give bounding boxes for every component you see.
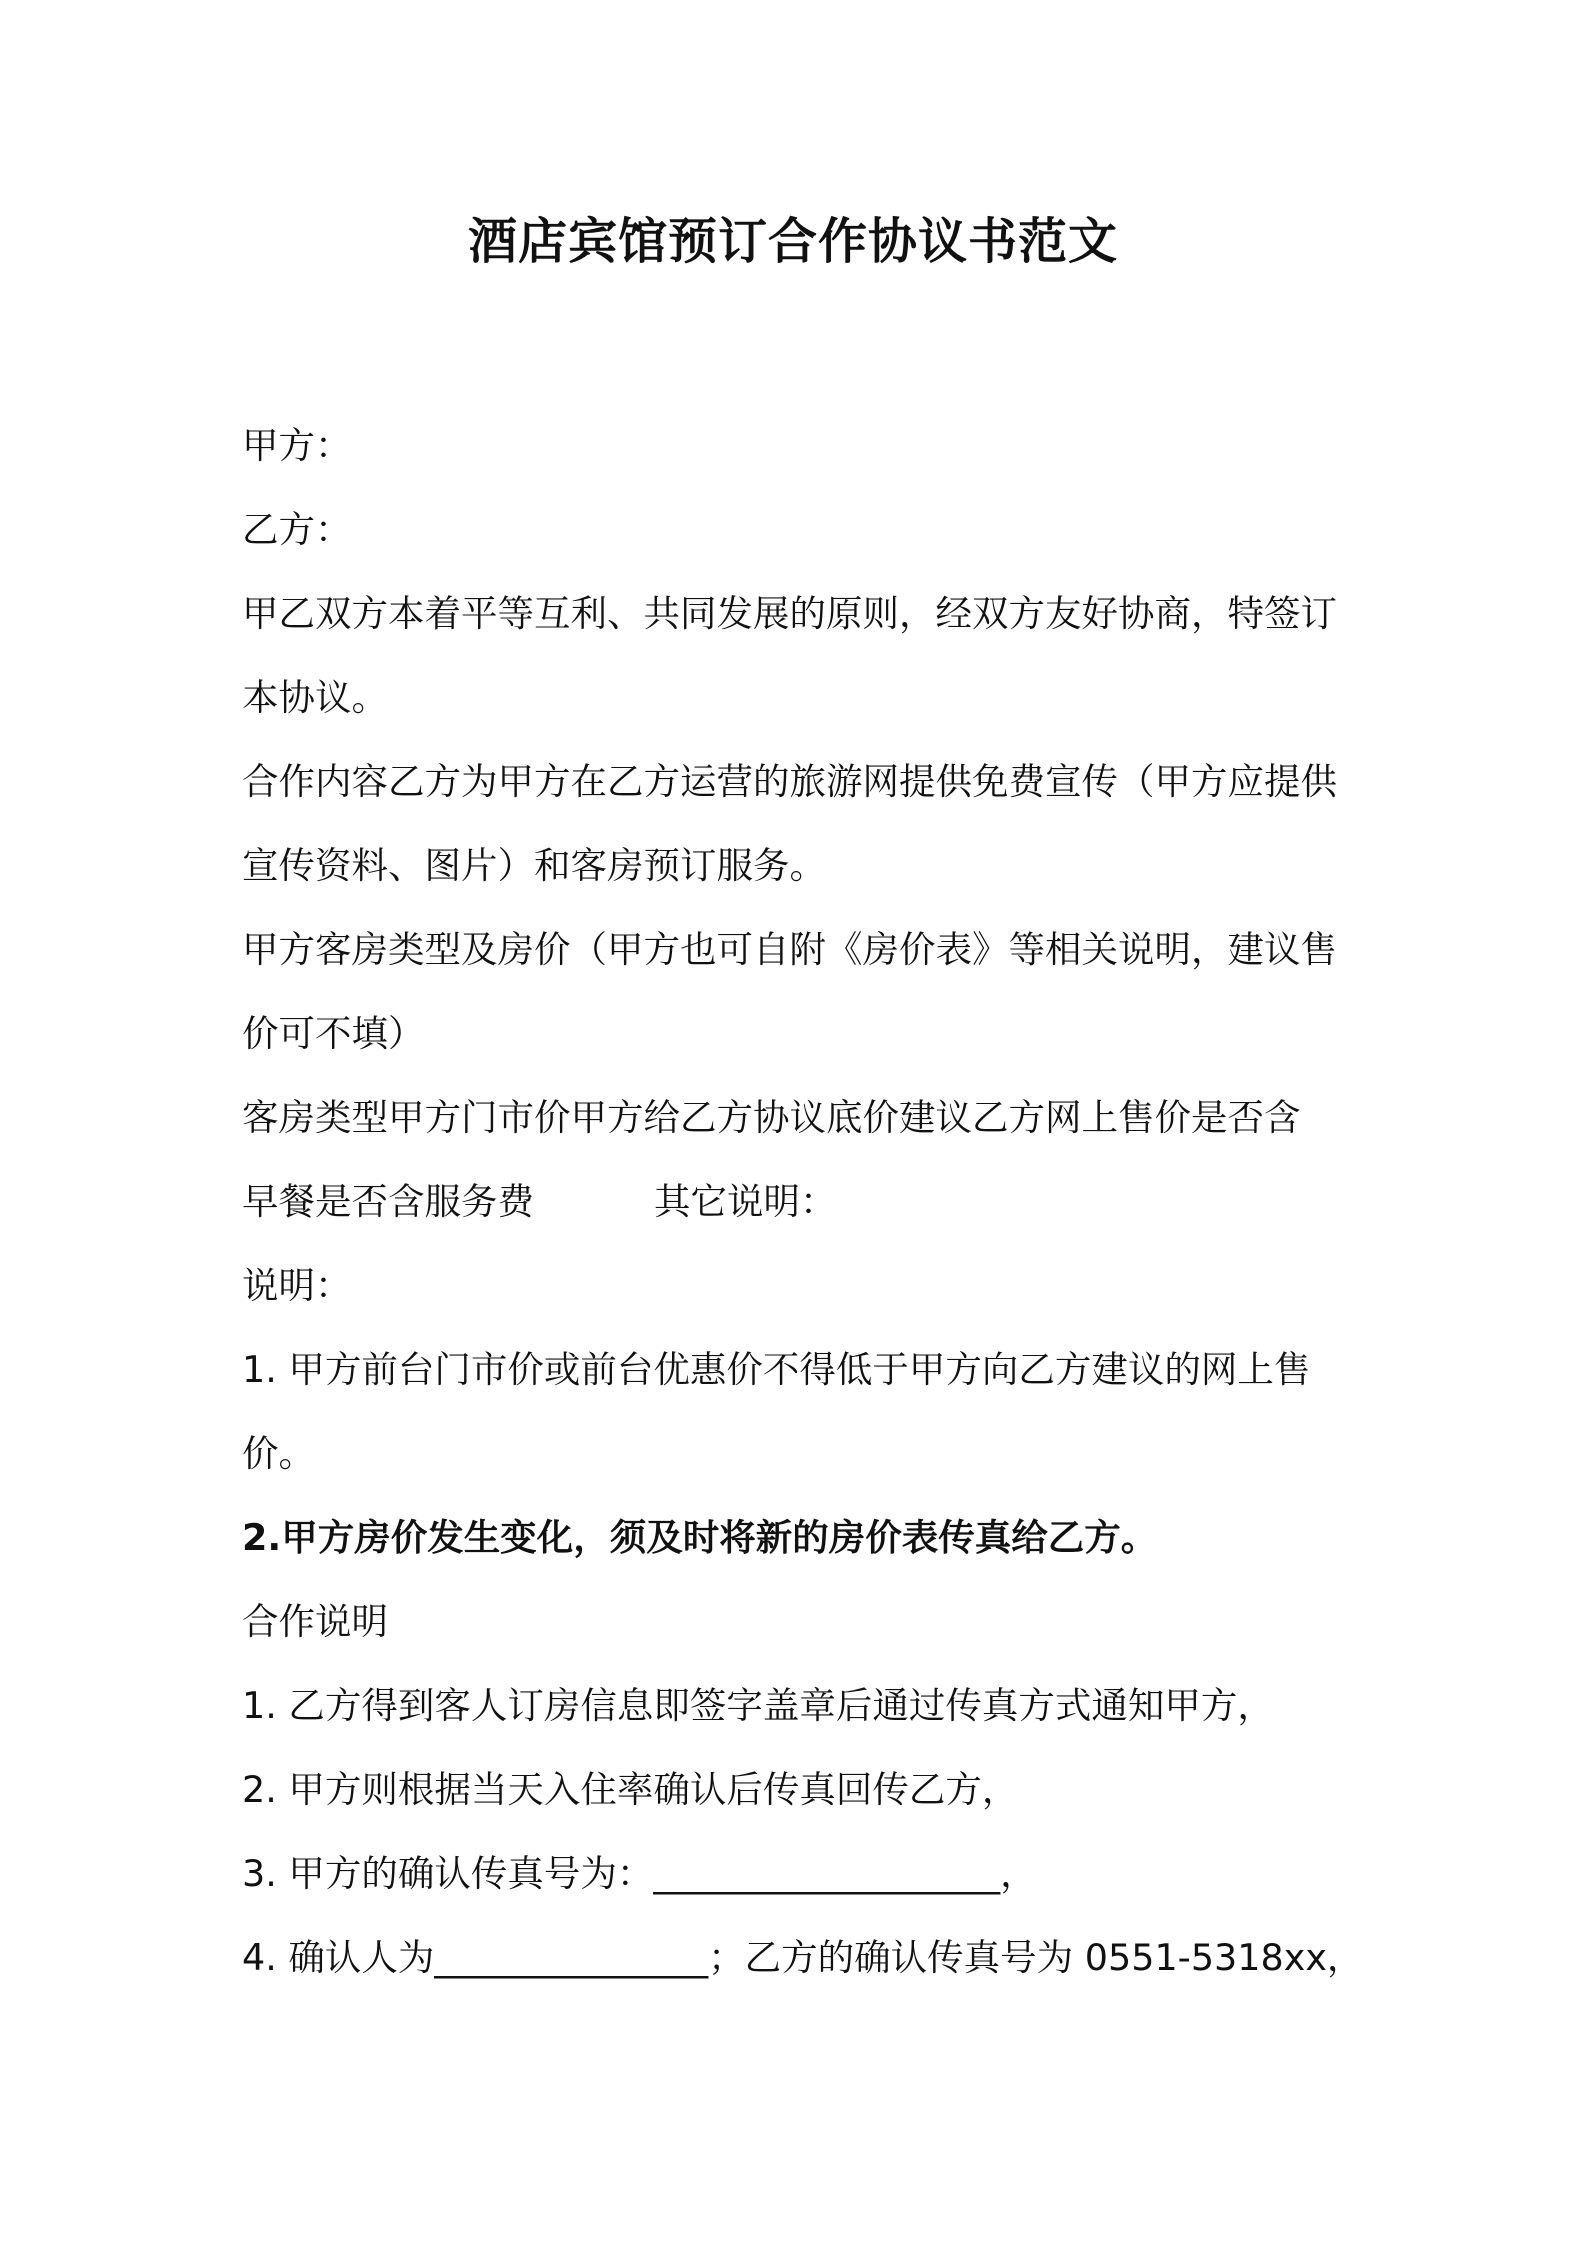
room-table-header-line xyxy=(242,1160,1362,1244)
note-item: 1. 甲方前台门市价或前台优惠价不得低于甲方向乙方建议的网上售 xyxy=(242,1348,1311,1391)
notes-heading: 说明： xyxy=(242,1264,352,1307)
cooperation-note-item: 3. 甲方的确认传真号为：___________________， xyxy=(242,1852,1037,1895)
cooperation-content-line: 宣传资料、图片）和客房预订服务。 xyxy=(242,844,826,887)
note-item: 2.甲方房价发生变化，须及时将新的房价表传真给乙方。 xyxy=(242,1516,1158,1559)
room-price-line: 甲方客房类型及房价（甲方也可自附《房价表》等相关说明，建议售 xyxy=(242,928,1337,971)
cooperation-notes-heading: 合作说明 xyxy=(242,1600,388,1643)
room-price-line: 价可不填） xyxy=(242,1012,425,1055)
cooperation-note-item: 2. 甲方则根据当天入住率确认后传真回传乙方， xyxy=(242,1768,1019,1811)
cooperation-content-line: 合作内容乙方为甲方在乙方运营的旅游网提供免费宣传（甲方应提供 xyxy=(242,760,1337,803)
preamble-line: 甲乙双方本着平等互利、共同发展的原则，经双方友好协商，特签订 xyxy=(242,592,1337,635)
document-body xyxy=(242,404,1362,2000)
preamble-line: 本协议。 xyxy=(242,676,388,719)
note-item: 价。 xyxy=(242,1432,315,1475)
document-title: 酒店宾馆预订合作协议书范文 xyxy=(467,213,1118,270)
cooperation-note-item: 1. 乙方得到客人订房信息即签字盖章后通过传真方式通知甲方， xyxy=(242,1684,1274,1727)
cooperation-note-item: 4. 确认人为_______________；乙方的确认传真号为 0551-5318xx， xyxy=(242,1936,1364,1979)
room-table-header-line: 客房类型甲方门市价甲方给乙方协议底价建议乙方网上售价是否含 xyxy=(242,1096,1301,1139)
party-b-line: 乙方： xyxy=(242,508,352,551)
other-notes-label: 其它说明： xyxy=(654,1180,837,1223)
room-table-header-fragment: 早餐是否含服务费 xyxy=(242,1180,534,1223)
party-a-line: 甲方： xyxy=(242,424,352,467)
